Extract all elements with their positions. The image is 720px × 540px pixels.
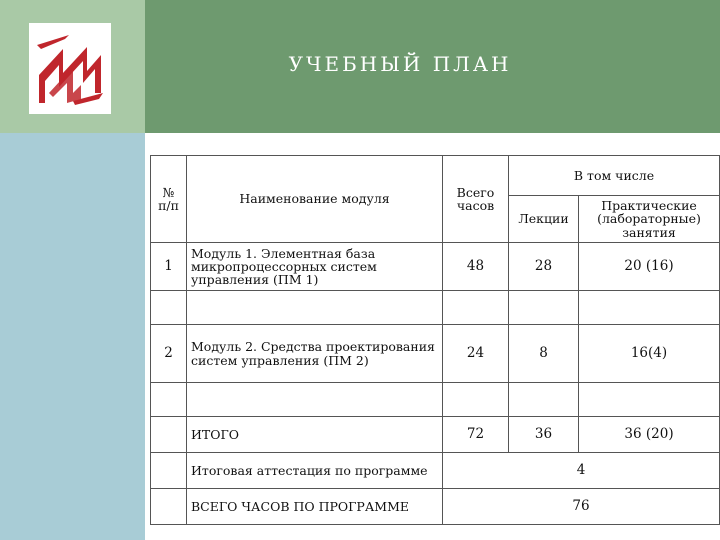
row-total-hours: 24 — [443, 325, 509, 383]
total-label: ИТОГО — [187, 417, 443, 453]
curriculum-table — [150, 155, 720, 525]
header-num: № п/п — [151, 156, 187, 243]
header-total-hours: Всего часов — [443, 156, 509, 243]
header-module-name: Наименование модуля — [187, 156, 443, 243]
stylized-m-logo-icon — [29, 23, 111, 114]
row-practical: 20 (16) — [579, 243, 720, 291]
header-left-panel — [0, 0, 145, 133]
attestation-label: Итоговая аттестация по программе — [187, 453, 443, 489]
row-module-name: Модуль 1. Элементная база микропроцессорных систем управления (ПМ 1) — [187, 243, 443, 291]
row-lectures: 8 — [509, 325, 579, 383]
header-banner — [145, 0, 720, 133]
table-grand-total-row — [151, 489, 720, 525]
table-row — [151, 325, 720, 383]
total-lectures: 36 — [509, 417, 579, 453]
total-hours: 72 — [443, 417, 509, 453]
table-total-row — [151, 417, 720, 453]
grand-total-hours: 76 — [443, 489, 720, 525]
row-number: 2 — [151, 325, 187, 383]
grand-total-label: ВСЕГО ЧАСОВ ПО ПРОГРАММЕ — [187, 489, 443, 525]
row-lectures: 28 — [509, 243, 579, 291]
page-title: УЧЕБНЫЙ ПЛАН — [288, 52, 512, 76]
attestation-hours: 4 — [443, 453, 720, 489]
row-number: 1 — [151, 243, 187, 291]
table-attestation-row — [151, 453, 720, 489]
row-module-name: Модуль 2. Средства проектирования систем управления (ПМ 2) — [187, 325, 443, 383]
side-decor-strip — [0, 133, 145, 540]
row-total-hours: 48 — [443, 243, 509, 291]
table-header-row — [151, 156, 720, 196]
header-lectures: Лекции — [509, 196, 579, 243]
row-practical: 16(4) — [579, 325, 720, 383]
table-row — [151, 243, 720, 291]
table-spacer-row — [151, 383, 720, 417]
header-divider — [145, 133, 720, 135]
header-including: В том числе — [509, 156, 720, 196]
header-practical: Практические (лабораторные) занятия — [579, 196, 720, 243]
table-spacer-row — [151, 291, 720, 325]
logo — [29, 23, 111, 114]
total-practical: 36 (20) — [579, 417, 720, 453]
